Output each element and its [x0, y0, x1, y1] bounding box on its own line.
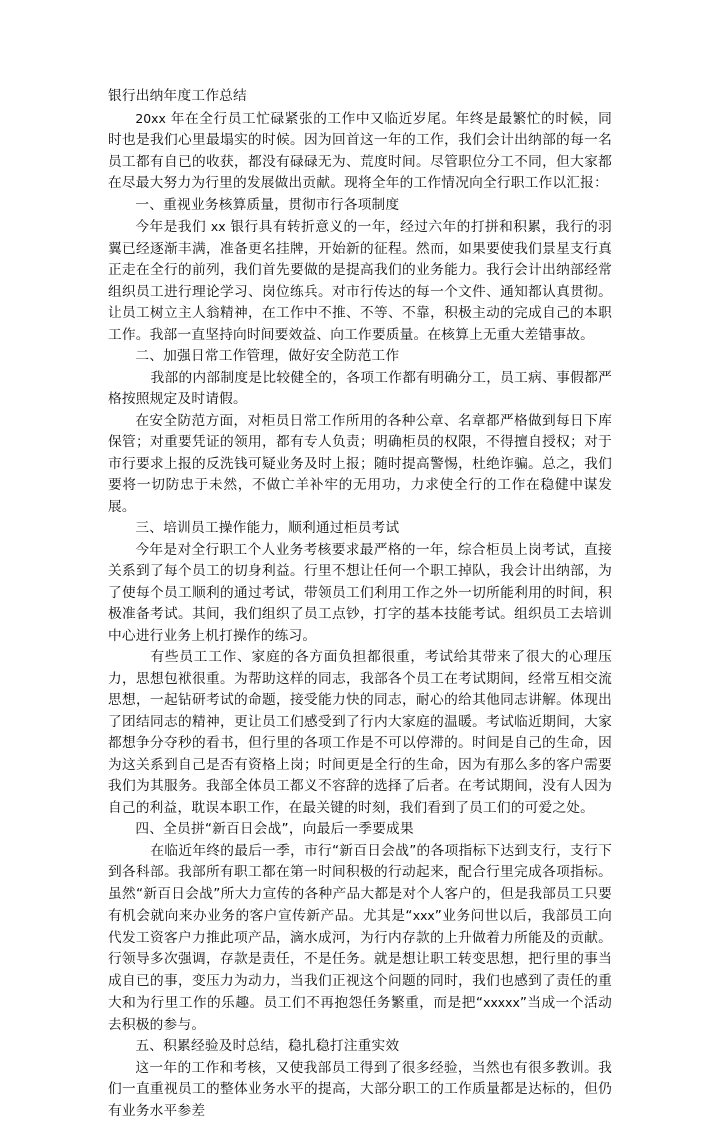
latin-run: xxx: [413, 908, 435, 923]
body-paragraph: 在安全防范方面，对柜员日常工作所用的各种公章、名章都严格做到每日下库保管；对重要凭证的领用，都有专人负责；明确柜员的权限，不得擅自授权；对于市行要求上报的反洗钱可疑业务及时上报；随时提高警惕，杜绝诈骗。总之，我们要将一切防忠于未然，不做亡羊补牢的无用功，力求使全行的工作在稳健中谋发展。: [108, 411, 612, 519]
body-paragraph: 我部的内部制度是比较健全的，各项工作都有明确分工，员工病、事假都严格按照规定及时请假。: [108, 368, 612, 411]
document-text-body: [108, 86, 612, 1122]
body-paragraph: 20xx 年在全行员工忙碌紧张的工作中又临近岁尾。年终是最繁忙的时候，同时也是我们心里最塌实的时候。因为回首这一年的工作，我们会计出纳部的每一名员工都有自已的收获，都没有碌碌无为、荒度时间。尽管职位分工不同，但大家都在尽最大努力为行里的发展做出贡献。现将全年的工作情况向全行职工作以汇报：: [108, 108, 612, 195]
latin-run: xx: [211, 219, 226, 234]
latin-run: 20xx: [135, 111, 165, 126]
body-paragraph: 今年是我们 xx 银行具有转折意义的一年，经过六年的打拼和积累，我行的羽翼已经逐渐丰满，准备更名挂牌，开始新的征程。然而，如果要使我们景星支行真正走在全行的前列，我们首先要做的是提高我们的业务能力。我行会计出纳部经常组织员工进行理论学习、岗位练兵。对市行传达的每一个文件、通知都认真贯彻。让员工树立主人翁精神，在工作中不推、不等、不靠，积极主动的完成自己的本职工作。我部一直坚持向时间要效益、向工作要质量。在核算上无重大差错事故。: [108, 216, 612, 346]
body-paragraph: 在临近年终的最后一季，市行“新百日会战”的各项指标下达到支行，支行下到各科部。我部所有职工都在第一时间积极的行动起来，配合行里完成各项指标。虽然“新百日会战”所大力宣传的各种产品大都是对个人客户的，但是我部员工只要有机会就向来办业务的客户宣传新产品。尤其是“xxx”业务问世以后，我部员工向代发工资客户力推此项产品，滴水成河，为行内存款的上升做着力所能及的贡献。行领导多次强调，存款是责任，不是任务。就是想让职工转变思想，把行里的事当成自已的事，变压力为动力，当我们正视这个问题的同时，我们也感到了责任的重大和为行里工作的乐趣。员工们不再抱怨任务繁重，而是把“xxxxx”当成一个活动去积极的参与。: [108, 841, 612, 1037]
section-heading: 四、全员拼“新百日会战”，向最后一季要成果: [108, 819, 612, 841]
body-paragraph: 有些员工工作、家庭的各方面负担都很重，考试给其带来了很大的心理压力，思想包袱很重。为帮助这样的同志，我部各个员工在考试期间，经常互相交流思想，一起钻研考试的命题，接受能力快的同志，耐心的给其他同志讲解。体现出了团结同志的精神，更让员工们感受到了行内大家庭的温暖。考试临近期间，大家都想争分夺秒的看书，但行里的各项工作是不可以停滞的。时间是自己的生命，因为这关系到自己是否有资格上岗；时间更是全行的生命，因为有那么多的客户需要我们为其服务。我部全体员工都义不容辞的选择了后者。在考试期间，没有人因为自己的利益，耽误本职工作，在最关键的时刻，我们看到了员工们的可爱之处。: [108, 647, 612, 819]
latin-run: xxxxx: [483, 995, 520, 1010]
section-heading: 二、加强日常工作管理，做好安全防范工作: [108, 346, 612, 368]
page-title: 银行出纳年度工作总结: [108, 86, 612, 108]
body-paragraph: 今年是对全行职工个人业务考核要求最严格的一年，综合柜员上岗考试，直接关系到了每个员工的切身利益。行里不想让任何一个职工掉队，我会计出纳部，为了使每个员工顺利的通过考试，带领员工们利用工作之外一切所能利用的时间，积极准备考试。其间，我们组织了员工点钞，打字的基本技能考试。组织员工去培训中心进行业务上机打操作的练习。: [108, 540, 612, 648]
section-heading: 五、积累经验及时总结，稳扎稳打注重实效: [108, 1036, 612, 1058]
body-paragraph: 这一年的工作和考核，又使我部员工得到了很多经验，当然也有很多教训。我们一直重视员工的整体业务水平的提高，大部分职工的工作质量都是达标的，但仍有业务水平参差: [108, 1058, 612, 1122]
section-heading: 一、重视业务核算质量，贯彻市行各项制度: [108, 195, 612, 217]
section-heading: 三、培训员工操作能力，顺利通过柜员考试: [108, 518, 612, 540]
